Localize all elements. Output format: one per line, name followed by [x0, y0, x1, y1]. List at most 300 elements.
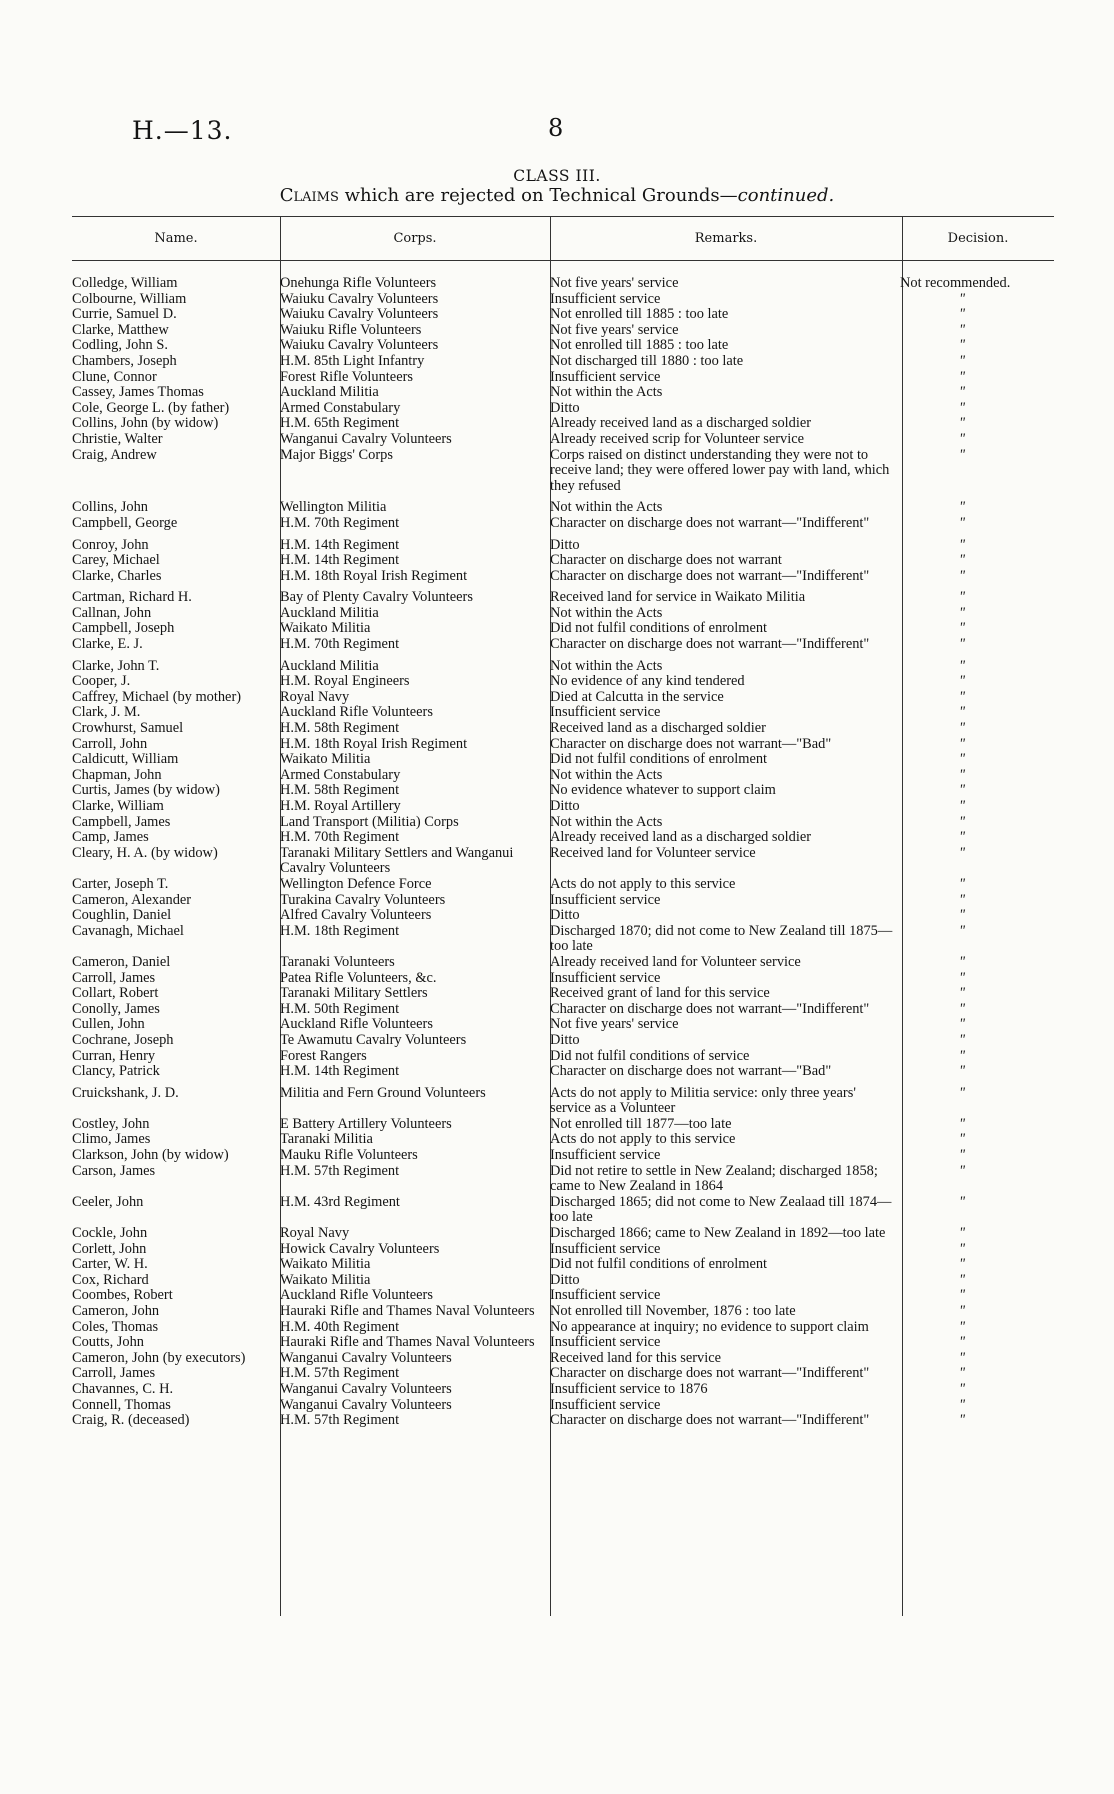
- table-row: [72, 1366, 1054, 1382]
- decision-cell: [900, 385, 1054, 401]
- remarks-cell: No evidence of any kind tendered: [550, 673, 745, 690]
- remarks-cell: Ditto: [550, 1031, 580, 1048]
- ditto-mark: ": [958, 604, 966, 621]
- ditto-mark: ": [958, 1162, 966, 1179]
- table-row: [72, 752, 1054, 768]
- ditto-mark: ": [958, 384, 966, 401]
- corps-cell: Auckland Militia: [280, 604, 379, 621]
- table-row: [72, 783, 1054, 799]
- name-cell: Climo, James: [72, 1131, 151, 1148]
- decision-cell: [900, 1080, 1054, 1117]
- corps-cell: Auckland Rifle Volunteers: [280, 704, 433, 721]
- decision-cell: [900, 1117, 1054, 1133]
- name-cell: Coutts, John: [72, 1334, 144, 1351]
- table-row: [72, 737, 1054, 753]
- table-row: [72, 1242, 1054, 1258]
- decision-cell: [900, 1320, 1054, 1336]
- name-cell: Cameron, John (by executors): [72, 1349, 246, 1366]
- table-row: [72, 1080, 1054, 1117]
- ditto-mark: ": [958, 1318, 966, 1335]
- corps-cell: Waiuku Cavalry Volunteers: [280, 306, 439, 323]
- table-row: [72, 1064, 1054, 1080]
- table-row: [72, 569, 1054, 585]
- remarks-cell: Discharged 1865; did not come to New Zealaad till 1874—too late: [550, 1193, 892, 1226]
- remarks-cell: Insufficient service: [550, 1240, 661, 1257]
- name-cell: Conolly, James: [72, 1000, 160, 1017]
- corps-cell: Waiuku Cavalry Volunteers: [280, 337, 439, 354]
- remarks-cell: Character on discharge does not warrant—"Bad": [550, 735, 832, 752]
- corps-cell: Howick Cavalry Volunteers: [280, 1240, 440, 1257]
- ditto-mark: ": [958, 1271, 966, 1288]
- name-cell: Carroll, John: [72, 735, 148, 752]
- remarks-cell: Not within the Acts: [550, 604, 663, 621]
- corps-cell: Waikato Militia: [280, 751, 371, 768]
- table-row: [72, 815, 1054, 831]
- table-row: [72, 621, 1054, 637]
- ditto-mark: ": [958, 1396, 966, 1413]
- name-cell: Clarke, Matthew: [72, 321, 169, 338]
- remarks-cell: Not within the Acts: [550, 657, 663, 674]
- decision-cell: [900, 532, 1054, 554]
- decision-cell: [900, 1288, 1054, 1304]
- remarks-cell: Not five years' service: [550, 321, 679, 338]
- remarks-cell: Character on discharge does not warrant: [550, 552, 782, 569]
- table-row: [72, 637, 1054, 653]
- decision-cell: [900, 1049, 1054, 1065]
- name-cell: Chapman, John: [72, 766, 162, 783]
- table-row: [72, 830, 1054, 846]
- table-row: [72, 292, 1054, 308]
- table-row: [72, 1320, 1054, 1336]
- decision-cell: [900, 307, 1054, 323]
- corps-cell: Auckland Rifle Volunteers: [280, 1016, 433, 1033]
- corps-cell: Wellington Militia: [280, 499, 387, 516]
- decision-cell: [900, 416, 1054, 432]
- ditto-mark: ": [958, 688, 966, 705]
- corps-cell: H.M. 18th Royal Irish Regiment: [280, 735, 468, 752]
- ditto-mark: ": [958, 985, 966, 1002]
- corps-cell: H.M. 50th Regiment: [280, 1000, 400, 1017]
- remarks-cell: Insufficient service: [550, 1287, 661, 1304]
- ditto-mark: ": [958, 636, 966, 653]
- corps-cell: Forest Rangers: [280, 1047, 367, 1064]
- name-cell: Cockle, John: [72, 1225, 148, 1242]
- remarks-cell: Insufficient service: [550, 704, 661, 721]
- remarks-cell: Already received land as a discharged soldier: [550, 829, 812, 846]
- name-cell: Curtis, James (by widow): [72, 782, 220, 799]
- remarks-cell: Ditto: [550, 1271, 580, 1288]
- decision-cell: [900, 971, 1054, 987]
- name-cell: Coughlin, Daniel: [72, 907, 172, 924]
- decision-cell: [900, 1017, 1054, 1033]
- corps-cell: H.M. 14th Regiment: [280, 536, 400, 553]
- ditto-mark: ": [958, 499, 966, 516]
- name-cell: Craig, R. (deceased): [72, 1412, 190, 1429]
- table-row: [72, 307, 1054, 323]
- corps-cell: Auckland Militia: [280, 384, 379, 401]
- name-cell: Connell, Thomas: [72, 1396, 171, 1413]
- table-row: [72, 653, 1054, 675]
- remarks-cell: Received land for Volunteer service: [550, 844, 756, 861]
- corps-cell: Waikato Militia: [280, 620, 371, 637]
- name-cell: Carey, Michael: [72, 552, 160, 569]
- name-cell: Curran, Henry: [72, 1047, 156, 1064]
- ditto-mark: ": [958, 446, 966, 463]
- remarks-cell: Did not fulfil conditions of enrolment: [550, 620, 768, 637]
- claims-table: [72, 276, 1054, 1429]
- class-label: CLASS III.: [513, 167, 601, 185]
- remarks-cell: Not discharged till 1880 : too late: [550, 352, 744, 369]
- corps-cell: H.M. 40th Regiment: [280, 1318, 400, 1335]
- decision-cell: [900, 1304, 1054, 1320]
- remarks-cell: Received grant of land for this service: [550, 985, 770, 1002]
- ditto-mark: ": [958, 368, 966, 385]
- name-cell: Carson, James: [72, 1162, 156, 1179]
- column-header-decision: Decision.: [947, 231, 1009, 246]
- name-cell: Clarke, Charles: [72, 567, 162, 584]
- table-row: [72, 1226, 1054, 1242]
- ditto-mark: ": [958, 1380, 966, 1397]
- corps-cell: Major Biggs' Corps: [280, 446, 393, 463]
- ditto-mark: ": [958, 352, 966, 369]
- table-row: [72, 338, 1054, 354]
- title-main: which are rejected on Technical Grounds—: [338, 185, 738, 206]
- table-row: [72, 768, 1054, 784]
- name-cell: Cox, Richard: [72, 1271, 149, 1288]
- decision-cell: [900, 955, 1054, 971]
- name-cell: Campbell, James: [72, 813, 171, 830]
- corps-cell: Royal Navy: [280, 688, 350, 705]
- decision-cell: [900, 516, 1054, 532]
- decision-cell: [900, 924, 1054, 955]
- table-row: [72, 955, 1054, 971]
- ditto-mark: ": [958, 430, 966, 447]
- decision-cell: [900, 584, 1054, 606]
- corps-cell: H.M. 57th Regiment: [280, 1412, 400, 1429]
- remarks-cell: Not within the Acts: [550, 766, 663, 783]
- remarks-cell: Character on discharge does not warrant—"Indifferent": [550, 1412, 870, 1429]
- decision-cell: [900, 1242, 1054, 1258]
- corps-cell: Hauraki Rifle and Thames Naval Volunteers: [280, 1334, 535, 1351]
- corps-cell: H.M. Royal Artillery: [280, 798, 401, 814]
- ditto-mark: ": [958, 1047, 966, 1064]
- name-cell: Campbell, Joseph: [72, 620, 175, 637]
- remarks-cell: Not five years' service: [550, 275, 679, 291]
- remarks-cell: Did not fulfil conditions of service: [550, 1047, 750, 1064]
- table-row: [72, 1351, 1054, 1367]
- name-cell: Conroy, John: [72, 536, 149, 553]
- table-row: [72, 1117, 1054, 1133]
- ditto-mark: ": [958, 1225, 966, 1242]
- decision-cell: [900, 1413, 1054, 1429]
- name-cell: Cavanagh, Michael: [72, 922, 184, 939]
- name-cell: Coombes, Robert: [72, 1287, 173, 1304]
- decision-cell: [900, 1195, 1054, 1226]
- ditto-mark: ": [958, 844, 966, 861]
- name-cell: Clarke, E. J.: [72, 636, 143, 653]
- decision-cell: [900, 1002, 1054, 1018]
- ditto-mark: ": [958, 620, 966, 637]
- corps-cell: Te Awamutu Cavalry Volunteers: [280, 1031, 467, 1048]
- corps-cell: Mauku Rifle Volunteers: [280, 1147, 418, 1164]
- name-cell: Codling, John S.: [72, 337, 168, 354]
- corps-cell: H.M. 58th Regiment: [280, 782, 400, 799]
- corps-cell: Land Transport (Militia) Corps: [280, 813, 459, 830]
- corps-cell: H.M. 43rd Regiment: [280, 1193, 400, 1210]
- table-row: [72, 1033, 1054, 1049]
- corps-cell: H.M. 14th Regiment: [280, 1063, 400, 1080]
- ditto-mark: ": [958, 1000, 966, 1017]
- table-row: [72, 690, 1054, 706]
- remarks-cell: Insufficient service: [550, 891, 661, 908]
- ditto-mark: ": [958, 290, 966, 307]
- ditto-mark: ": [958, 1031, 966, 1048]
- remarks-cell: Insufficient service: [550, 1396, 661, 1413]
- corps-cell: H.M. 70th Regiment: [280, 514, 400, 531]
- remarks-cell: Not within the Acts: [550, 499, 663, 516]
- remarks-cell: Already received scrip for Volunteer service: [550, 430, 804, 447]
- ditto-mark: ": [958, 766, 966, 783]
- decision-cell: [900, 815, 1054, 831]
- table-row: [72, 971, 1054, 987]
- table-row: [72, 354, 1054, 370]
- remarks-cell: Did not fulfil conditions of enrolment: [550, 1256, 768, 1273]
- corps-cell: Auckland Militia: [280, 657, 379, 674]
- decision-cell: [900, 1382, 1054, 1398]
- ditto-mark: ": [958, 1365, 966, 1382]
- remarks-cell: Discharged 1866; came to New Zealand in 1892—too late: [550, 1225, 886, 1242]
- corps-cell: Hauraki Rifle and Thames Naval Volunteers: [280, 1303, 535, 1319]
- remarks-cell: Discharged 1870; did not come to New Zealand till 1875—too late: [550, 922, 893, 955]
- table-row: [72, 1413, 1054, 1429]
- remarks-cell: Not within the Acts: [550, 384, 663, 401]
- corps-cell: Wanganui Cavalry Volunteers: [280, 430, 452, 447]
- ditto-mark: ": [958, 953, 966, 970]
- table-top-rule: [72, 216, 1054, 217]
- table-row: [72, 494, 1054, 516]
- name-cell: Cameron, Alexander: [72, 891, 192, 908]
- table-row: [72, 432, 1054, 448]
- column-header-name: Name.: [154, 231, 198, 246]
- name-cell: Craig, Andrew: [72, 446, 157, 463]
- name-cell: Camp, James: [72, 829, 149, 846]
- name-cell: Cassey, James Thomas: [72, 384, 204, 401]
- table-title: [0, 185, 1114, 206]
- name-cell: Collins, John: [72, 499, 148, 516]
- table-row: [72, 385, 1054, 401]
- ditto-mark: ": [958, 735, 966, 752]
- table-row: [72, 721, 1054, 737]
- table-row: [72, 401, 1054, 417]
- remarks-cell: Died at Calcutta in the service: [550, 688, 724, 705]
- header-bottom-rule: [72, 260, 1054, 261]
- corps-cell: Taranaki Military Settlers and Wanganui Cavalry Volunteers: [280, 844, 514, 877]
- table-row: [72, 323, 1054, 339]
- ditto-mark: ": [958, 657, 966, 674]
- claims-table-body: [72, 276, 1054, 1429]
- decision-cell: [900, 401, 1054, 417]
- remarks-cell: No appearance at inquiry; no evidence to support claim: [550, 1318, 869, 1335]
- corps-cell: Taranaki Militia: [280, 1131, 373, 1148]
- decision-cell: [900, 1033, 1054, 1049]
- corps-cell: H.M. 58th Regiment: [280, 720, 400, 737]
- table-row: [72, 553, 1054, 569]
- remarks-cell: Character on discharge does not warrant—"Indifferent": [550, 1365, 870, 1382]
- remarks-cell: No evidence whatever to support claim: [550, 782, 776, 799]
- corps-cell: Turakina Cavalry Volunteers: [280, 891, 446, 908]
- table-row: [72, 1017, 1054, 1033]
- remarks-cell: Ditto: [550, 399, 580, 416]
- ditto-mark: ": [958, 536, 966, 553]
- name-cell: Cullen, John: [72, 1016, 145, 1033]
- decision-cell: [900, 1064, 1054, 1080]
- name-cell: Clarke, John T.: [72, 657, 160, 674]
- name-cell: Costley, John: [72, 1115, 150, 1132]
- decision-cell: [900, 768, 1054, 784]
- ditto-mark: ": [958, 829, 966, 846]
- name-cell: Clarkson, John (by widow): [72, 1147, 229, 1164]
- name-cell: Cartman, Richard H.: [72, 589, 192, 606]
- ditto-mark: ": [958, 1063, 966, 1080]
- remarks-cell: Not enrolled till 1885 : too late: [550, 337, 729, 354]
- corps-cell: H.M. 85th Light Infantry: [280, 352, 425, 369]
- name-cell: Chambers, Joseph: [72, 352, 177, 369]
- name-cell: Cochrane, Joseph: [72, 1031, 174, 1048]
- corps-cell: Waiuku Rifle Volunteers: [280, 321, 422, 338]
- remarks-cell: Acts do not apply to this service: [550, 1131, 736, 1148]
- name-cell: Coles, Thomas: [72, 1318, 159, 1335]
- name-cell: Clancy, Patrick: [72, 1063, 160, 1080]
- table-row: [72, 705, 1054, 721]
- table-row: [72, 276, 1054, 292]
- decision-cell: [900, 705, 1054, 721]
- name-cell: Cameron, Daniel: [72, 953, 171, 970]
- corps-cell: Wanganui Cavalry Volunteers: [280, 1380, 452, 1397]
- corps-cell: Royal Navy: [280, 1225, 350, 1242]
- table-row: [72, 516, 1054, 532]
- decision-cell: [900, 721, 1054, 737]
- corps-cell: Armed Constabulary: [280, 766, 401, 783]
- corps-cell: Onehunga Rifle Volunteers: [280, 275, 437, 291]
- table-row: [72, 532, 1054, 554]
- table-row: [72, 1195, 1054, 1226]
- decision-cell: [900, 1164, 1054, 1195]
- corps-cell: H.M. 14th Regiment: [280, 552, 400, 569]
- corps-cell: Taranaki Military Settlers: [280, 985, 428, 1002]
- name-cell: Corlett, John: [72, 1240, 147, 1257]
- ditto-mark: ": [958, 1193, 966, 1210]
- name-cell: Ceeler, John: [72, 1193, 144, 1210]
- corps-cell: H.M. 57th Regiment: [280, 1365, 400, 1382]
- table-row: [72, 606, 1054, 622]
- table-row: [72, 1132, 1054, 1148]
- ditto-mark: ": [958, 751, 966, 768]
- ditto-mark: ": [958, 415, 966, 432]
- table-row: [72, 1164, 1054, 1195]
- remarks-cell: Character on discharge does not warrant—"Indifferent": [550, 1000, 870, 1017]
- title-smallcaps: Claims: [279, 185, 339, 206]
- table-row: [72, 370, 1054, 386]
- ditto-mark: ": [958, 321, 966, 338]
- remarks-cell: Insufficient service: [550, 290, 661, 307]
- ditto-mark: ": [958, 1084, 966, 1101]
- corps-cell: Auckland Rifle Volunteers: [280, 1287, 433, 1304]
- table-row: [72, 924, 1054, 955]
- corps-cell: Bay of Plenty Cavalry Volunteers: [280, 589, 473, 606]
- ditto-mark: ": [958, 1115, 966, 1132]
- name-cell: Cole, George L. (by father): [72, 399, 230, 416]
- remarks-cell: Not within the Acts: [550, 813, 663, 830]
- remarks-cell: Acts do not apply to Militia service: only three years' service as a Volunteer: [550, 1084, 856, 1117]
- decision-cell: [900, 846, 1054, 877]
- name-cell: Carroll, James: [72, 1365, 156, 1382]
- table-row: [72, 893, 1054, 909]
- decision-cell: [900, 986, 1054, 1002]
- decision-cell: [900, 1398, 1054, 1414]
- name-cell: Currie, Samuel D.: [72, 306, 177, 323]
- ditto-mark: ": [958, 798, 966, 814]
- remarks-cell: Not enrolled till 1877—too late: [550, 1115, 732, 1132]
- corps-cell: Taranaki Volunteers: [280, 953, 395, 970]
- table-row: [72, 799, 1054, 815]
- name-cell: Clune, Connor: [72, 368, 157, 385]
- table-row: [72, 1382, 1054, 1398]
- document-reference: H.—13.: [132, 116, 233, 145]
- ditto-mark: ": [958, 1334, 966, 1351]
- remarks-cell: Already received land for Volunteer service: [550, 953, 801, 970]
- ditto-mark: ": [958, 673, 966, 690]
- ditto-mark: ": [958, 1256, 966, 1273]
- name-cell: Chavannes, C. H.: [72, 1380, 174, 1397]
- decision-cell: [900, 893, 1054, 909]
- decision-cell: [900, 1148, 1054, 1164]
- table-row: [72, 584, 1054, 606]
- decision-cell: [900, 553, 1054, 569]
- table-row: [72, 1335, 1054, 1351]
- corps-cell: H.M. 70th Regiment: [280, 829, 400, 846]
- decision-cell: [900, 752, 1054, 768]
- corps-cell: Patea Rifle Volunteers, &c.: [280, 969, 437, 986]
- corps-cell: H.M. 18th Royal Irish Regiment: [280, 567, 468, 584]
- corps-cell: H.M. 65th Regiment: [280, 415, 400, 432]
- decision-cell: [900, 690, 1054, 706]
- decision-cell: [900, 877, 1054, 893]
- corps-cell: Armed Constabulary: [280, 399, 401, 416]
- remarks-cell: Did not fulfil conditions of enrolment: [550, 751, 768, 768]
- title-italic: continued.: [737, 185, 835, 206]
- decision-cell: [900, 737, 1054, 753]
- name-cell: Colledge, William: [72, 275, 178, 291]
- name-cell: Christie, Walter: [72, 430, 163, 447]
- corps-cell: Wellington Defence Force: [280, 875, 432, 892]
- decision-cell: [900, 292, 1054, 308]
- name-cell: Carter, Joseph T.: [72, 875, 169, 892]
- table-row: [72, 908, 1054, 924]
- remarks-cell: Not enrolled till November, 1876 : too late: [550, 1303, 796, 1319]
- decision-cell: [900, 830, 1054, 846]
- table-row: [72, 448, 1054, 495]
- name-cell: Cleary, H. A. (by widow): [72, 844, 218, 861]
- name-cell: Cameron, John: [72, 1303, 160, 1319]
- ditto-mark: ": [958, 875, 966, 892]
- page-number: 8: [548, 114, 564, 142]
- remarks-cell: Ditto: [550, 907, 580, 924]
- decision-cell: [900, 494, 1054, 516]
- decision-cell: [900, 1335, 1054, 1351]
- name-cell: Campbell, George: [72, 514, 178, 531]
- name-cell: Carroll, James: [72, 969, 156, 986]
- ditto-mark: ": [958, 1303, 966, 1319]
